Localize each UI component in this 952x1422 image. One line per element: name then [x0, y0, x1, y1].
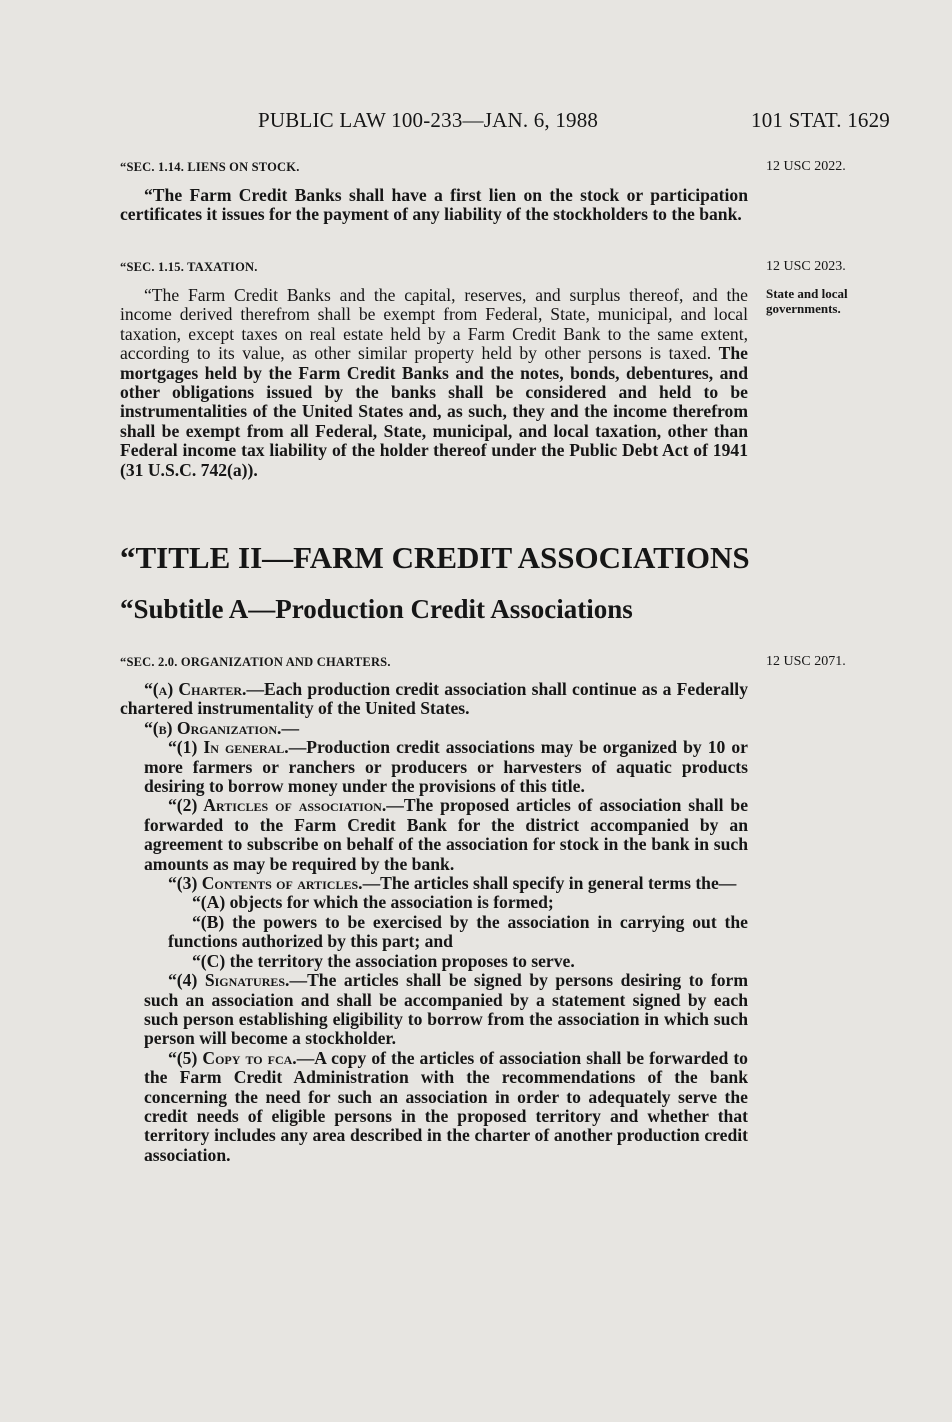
paragraph-b-organization — [120, 719, 748, 738]
text-4-signatures: —The articles shall be signed by persons desiring to form such an association and shall be accompanied by a statement signed by each such person establishing eligibility to borrow from the association in which such person will become a stockholder. — [144, 970, 748, 1049]
statute-page-number: 101 STAT. 1629 — [751, 108, 890, 132]
paragraph-3a: “(A) objects for which the association is formed; — [192, 892, 554, 913]
label-5-copy-to-fca: “(5) Copy to fca. — [168, 1047, 297, 1068]
running-head: PUBLIC LAW 100-233—JAN. 6, 1988 — [258, 108, 599, 132]
paragraph-liens-on-stock: “The Farm Credit Banks shall have a first lien on the stock or participation certificates it issues for the payment of any liability of the stockholders to the bank. — [120, 185, 748, 225]
text-3-contents: —The articles shall specify in general terms the— — [362, 873, 737, 894]
section-text-1-15 — [120, 286, 748, 480]
paragraph-a-charter — [120, 680, 748, 719]
text-5-copy-to-fca: —A copy of the articles of association shall be forwarded to the Farm Credit Administration with the recommendations of the bank concerning the need for such an association in order to adequately serve the credit needs of eligible persons in the proposed territory and whether that territory includes any area described in the charter of another production credit association. — [144, 1047, 748, 1165]
text-2-articles: —The proposed articles of association shall be forwarded to the Farm Credit Bank for the district accompanied by an agreement to subscribe on behalf of the association for stock in the bank in such amounts as may be required by the bank. — [144, 795, 749, 874]
label-4-signatures: “(4) Signatures. — [168, 970, 290, 991]
section-heading-2-0: “SEC. 2.0. ORGANIZATION AND CHARTERS. — [120, 655, 391, 669]
text-1-in-general: —Production credit associations may be organized by 10 or more farmers or ranchers or producers or harvesters of aquatic products desiring to borrow money under the provisions of this title. — [144, 737, 748, 797]
paragraph-5-copy-to-fca — [120, 1049, 748, 1165]
paragraph-taxation — [120, 286, 748, 480]
taxation-text-part2: The mortgages held by the Farm Credit Banks and the notes, bonds, debentures, and other obligations issued by the banks shall be considered and held to be instrumentalities of the United States and, as such, they and the income therefrom shall be exempt from all Federal, State, municipal, and local taxation, other than Federal income tax liability of the holder thereof under the Public Debt Act of 1941 (31 U.S.C. 742(a)). — [120, 343, 748, 480]
paragraph-3-contents — [120, 874, 748, 893]
label-2-articles: “(2) Articles of association. — [168, 795, 387, 816]
paragraph-1-in-general — [120, 738, 748, 796]
label-a-charter: “(a) Charter. — [144, 679, 247, 699]
margin-note-12-usc-2022: 12 USC 2022. — [766, 159, 846, 174]
text-b-organization: — — [281, 717, 300, 738]
paragraph-4-signatures — [120, 971, 748, 1049]
label-3-contents: “(3) Contents of articles. — [168, 873, 363, 894]
section-heading-1-15: “SEC. 1.15. TAXATION. — [120, 260, 258, 274]
paragraph-2-articles — [120, 796, 748, 874]
section-text-1-14 — [120, 186, 748, 225]
label-b-organization: “(b) Organization. — [144, 717, 282, 738]
margin-note-state-local: State and local governments. — [766, 286, 848, 316]
paragraph-3b: “(B) the powers to be exercised by the association in carrying out the functions authorized by this part; and — [168, 911, 748, 952]
label-1-in-general: “(1) In general. — [168, 737, 289, 758]
margin-note-12-usc-2071: 12 USC 2071. — [766, 654, 846, 669]
text-a-charter: —Each production credit association shall continue as a Federally chartered instrumentality of the United States. — [120, 679, 748, 719]
title-ii-heading: “TITLE II—FARM CREDIT ASSOCIATIONS — [120, 540, 750, 575]
subtitle-a-heading: “Subtitle A—Production Credit Associations — [120, 594, 633, 624]
paragraph-3c: “(C) the territory the association proposes to serve. — [192, 950, 575, 971]
section-text-2-0 — [120, 680, 748, 1165]
taxation-text-part1: “The Farm Credit Banks and the capital, reserves, and surplus thereof, and the income derived therefrom shall be exempt from Federal, State, municipal, and local taxation, except taxes on real estate held by a Farm Credit Bank to the same extent, according to its value, as other similar property held by other persons is taxed. — [120, 285, 748, 364]
margin-note-12-usc-2023: 12 USC 2023. — [766, 259, 846, 274]
section-heading-1-14: “SEC. 1.14. LIENS ON STOCK. — [120, 160, 300, 174]
